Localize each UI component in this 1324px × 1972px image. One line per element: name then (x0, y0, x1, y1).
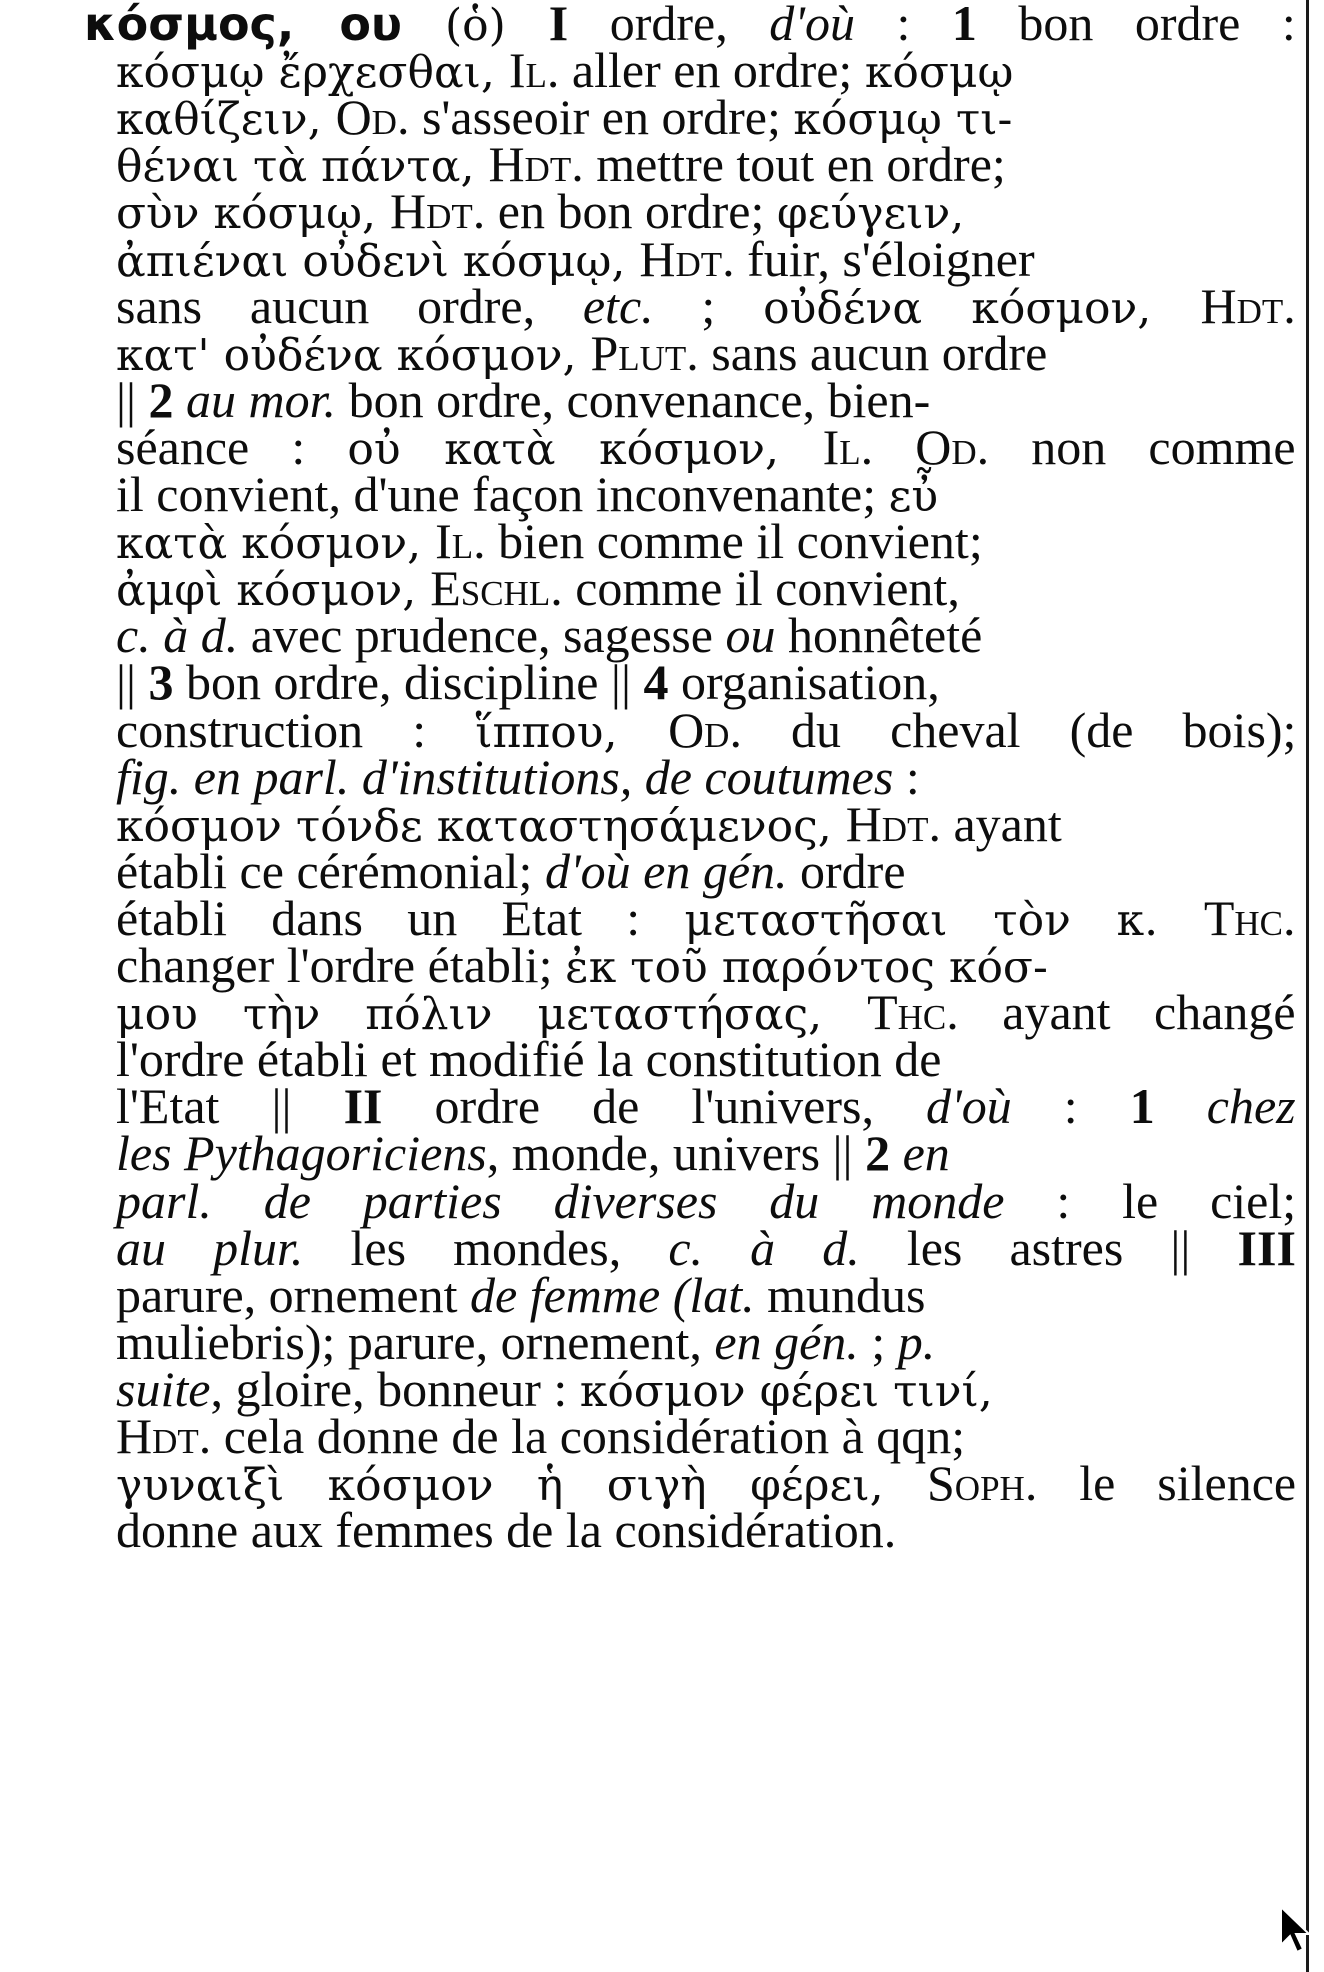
definition-text: ayant (940, 795, 1062, 852)
definition-text: s'asseoir en ordre; (409, 89, 794, 146)
sense-number: 1 (1129, 1078, 1155, 1135)
greek-quotation: κατὰ κόσμον, (116, 518, 436, 570)
author-abbreviation: Soph. (927, 1455, 1038, 1512)
definition-text: sans aucun ordre (698, 324, 1048, 381)
definition-text: mettre tout en ordre; (583, 136, 1006, 193)
definition-text: construction : (116, 701, 476, 758)
definition-text: : le ciel; (1004, 1172, 1297, 1229)
mouse-pointer-icon (1279, 1905, 1313, 1955)
author-abbreviation: Eschl. (430, 560, 563, 617)
italic-gloss: d'où en gén. (544, 842, 788, 899)
author-abbreviation: Hdt. (845, 795, 941, 852)
definition-text: ; (653, 277, 764, 334)
definition-text: sans aucun ordre, (116, 277, 583, 334)
definition-text: mundus (754, 1266, 926, 1323)
definition-text: établi dans un Etat : (116, 889, 685, 946)
definition-text: bien comme il convient; (485, 513, 983, 570)
definition-text: non comme (989, 418, 1296, 475)
greek-quotation: θέναι τὰ πάντα, (116, 141, 489, 193)
sense-number: III (1237, 1219, 1296, 1276)
column-rule (1306, 0, 1309, 1972)
definition-text: séance : (116, 418, 348, 475)
sense-number: 1 (951, 0, 977, 51)
definition-text: aller en ordre; (559, 42, 865, 99)
italic-gloss: de femme (lat. (470, 1266, 755, 1323)
author-abbreviation: Il. (508, 42, 560, 99)
italic-gloss: les Pythagoriciens (116, 1125, 487, 1182)
greek-quotation: κόσμῳ ἔρχεσθαι, (116, 47, 509, 99)
author-abbreviation: Il. Od. (822, 418, 990, 475)
sense-number: 4 (643, 654, 669, 711)
italic-gloss: etc. (582, 277, 654, 334)
sense-number: 2 (148, 371, 174, 428)
greek-quotation: ἐκ τοῦ παρόντος κόσ- (565, 942, 1048, 993)
greek-quotation: ἵππου, (475, 706, 669, 758)
entry-line (116, 1501, 896, 1559)
definition-text: les mondes, (303, 1219, 669, 1276)
italic-gloss: fig. en parl. d'institutions, de coutumes (116, 748, 894, 805)
italic-gloss: p. (897, 1313, 936, 1370)
greek-quotation: κόσμον τόνδε καταστησάμενος, (116, 800, 846, 852)
author-abbreviation: Hdt. (116, 1408, 212, 1464)
definition-text: organisation, (668, 654, 940, 711)
italic-gloss: chez (1154, 1078, 1296, 1135)
greek-quotation: εὖ (888, 471, 939, 522)
italic-gloss: d'où (926, 1078, 1012, 1135)
greek-quotation: μου τὴν πόλιν μεταστήσας, (116, 989, 868, 1041)
definition-text: || (116, 371, 149, 428)
definition-text: changer l'ordre établi; (116, 937, 566, 993)
author-abbreviation: Hdt. (639, 230, 735, 287)
definition-text: le silence (1037, 1455, 1297, 1512)
greek-quotation: κόσμῳ (864, 47, 1014, 99)
italic-gloss: en (890, 1125, 950, 1182)
definition-text: : (1011, 1078, 1130, 1135)
greek-quotation: κόσμῳ τι- (793, 94, 1013, 146)
definition-text: bon ordre, convenance, bien- (336, 371, 931, 428)
definition-text: parure, ornement (116, 1266, 471, 1323)
author-abbreviation: Hdt. (488, 136, 584, 193)
italic-gloss: au plur. (116, 1219, 304, 1276)
sense-number: I (548, 0, 569, 51)
definition-text: honnêteté (775, 607, 983, 664)
definition-text: ayant changé (958, 984, 1296, 1041)
author-abbreviation: Hdt. (1200, 277, 1296, 334)
greek-quotation: κόσμον φέρει τινί, (579, 1365, 993, 1417)
italic-gloss: au mor. (173, 371, 337, 428)
definition-text: du cheval (de bois); (741, 701, 1297, 758)
greek-quotation: μεταστῆσαι τὸν κ. (684, 894, 1204, 946)
italic-gloss: c. à d. (668, 1219, 860, 1276)
definition-text: il convient, d'une façon inconvenante; (116, 466, 889, 522)
author-abbreviation: Thc. (867, 984, 959, 1041)
definition-text: ordre de l'univers, (382, 1078, 927, 1135)
greek-quotation: γυναιξὶ κόσμον ἡ σιγὴ φέρει, (116, 1460, 927, 1512)
definition-text: avec prudence, sagesse (238, 607, 726, 664)
definition-text: en bon ordre; (485, 183, 777, 240)
author-abbreviation: Hdt. (390, 183, 486, 240)
definition-text: cela donne de la considération à qqn; (211, 1408, 966, 1464)
italic-gloss: suite (116, 1360, 211, 1417)
italic-gloss: ou (725, 607, 776, 664)
definition-text: muliebris); parure, ornement, (116, 1313, 715, 1370)
author-abbreviation: Thc. (1203, 889, 1296, 946)
author-abbreviation: Od. (668, 701, 742, 758)
definition-text: || (116, 654, 149, 711)
definition-text: : (893, 748, 920, 805)
italic-gloss: d'où (769, 0, 855, 51)
italic-gloss: parl. de parties diverses du monde (116, 1172, 1005, 1229)
greek-quotation: κατ' οὐδένα κόσμον, (116, 329, 591, 381)
author-abbreviation: Od. (335, 89, 410, 146)
definition-text: ordre, (568, 0, 770, 51)
definition-text: comme il convient, (562, 560, 960, 617)
definition-text: : (854, 0, 952, 51)
definition-text: les astres || (859, 1219, 1238, 1276)
definition-text: , gloire, bonneur : (210, 1360, 580, 1417)
sense-number: II (343, 1078, 383, 1135)
definition-text: établi ce cérémonial; (116, 842, 545, 899)
greek-quotation: (ὁ) (401, 0, 549, 51)
headword: κόσμος, ου (84, 0, 402, 51)
definition-text: ; (858, 1313, 898, 1370)
greek-quotation: ἀμφὶ κόσμον, (116, 565, 431, 617)
author-abbreviation: Plut. (590, 324, 699, 381)
italic-gloss: c. à d. (116, 607, 239, 664)
definition-text: l'ordre établi et modifié la constitution de (116, 1031, 942, 1088)
italic-gloss: en gén. (714, 1313, 859, 1370)
greek-quotation: οὐδένα κόσμον, (763, 282, 1201, 334)
definition-text: l'Etat || (116, 1078, 344, 1135)
greek-quotation: σὺν κόσμῳ, (116, 188, 390, 240)
greek-quotation: καθίζειν, (116, 94, 336, 146)
greek-quotation: ἀπιέναι οὐδενὶ κόσμῳ, (116, 235, 640, 287)
definition-text: bon ordre, discipline || (173, 654, 644, 711)
definition-text: bon ordre : (976, 0, 1296, 51)
definition-text: , monde, univers || (486, 1125, 866, 1182)
definition-text: ordre (787, 842, 906, 899)
greek-quotation: οὐ κατὰ κόσμον, (347, 423, 823, 475)
definition-text: donne aux femmes de la considération. (116, 1502, 897, 1559)
sense-number: 3 (148, 654, 174, 711)
sense-number: 2 (865, 1125, 891, 1182)
definition-text: fuir, s'éloigner (734, 230, 1035, 287)
author-abbreviation: Il. (435, 513, 486, 570)
greek-quotation: φεύγειν, (776, 188, 965, 240)
